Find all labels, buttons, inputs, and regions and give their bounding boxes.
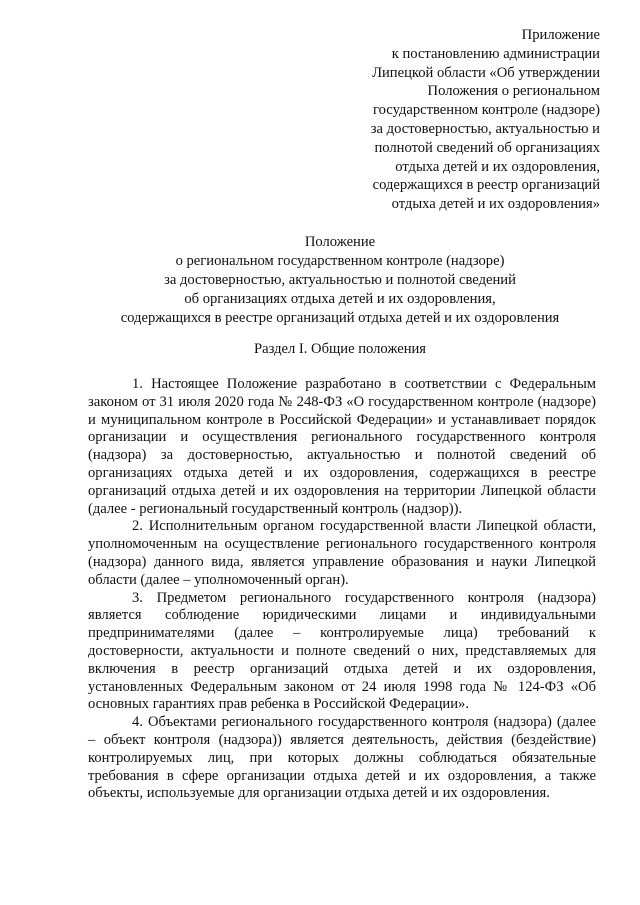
appendix-note [340,26,600,214]
appendix-line: содержащихся в реестр организаций [372,177,600,194]
appendix-line: государственном контроле (надзоре) [373,102,600,119]
document-title [40,233,640,328]
paragraph: 3. Предметом регионального государственного контроля (надзора) является соблюдение юридическими лицами и индивидуальными предпринимателями (далее – контролируемые лица) требований к достоверности, актуальности и полноте сведений о них, представляемых для включения в реестр организаций отдыха детей и их оздоровления, установленных Федеральным законом от 24 июля 1998 года № 124-ФЗ «Об основных гарантиях прав ребенка в Российской Федерации». [88,589,596,713]
title-line: за достоверностью, актуальностью и полнотой сведений [164,271,516,288]
title-line: содержащихся в реестре организаций отдыха детей и их оздоровления [120,309,560,326]
title-line: о региональном государственном контроле (надзоре) [175,252,505,269]
appendix-line: Приложение [521,27,600,43]
title-line: Положение [304,234,376,250]
paragraph: 2. Исполнительным органом государственной власти Липецкой области, уполномоченным на осуществление регионального государственного контроля (надзора) данного вида, является управление образования и науки Липецкой области (далее – уполномоченный орган). [88,518,596,588]
appendix-line: Положения о региональном [427,83,600,100]
appendix-line: полнотой сведений об организациях [374,139,600,156]
document-body [88,376,596,803]
section-heading: Раздел I. Общие положения [253,341,427,357]
title-line: об организациях отдыха детей и их оздоровления, [184,290,496,307]
appendix-line: отдыха детей и их оздоровления» [391,196,600,213]
appendix-line: за достоверностью, актуальностью и [370,120,600,137]
appendix-line: к постановлению администрации [391,45,600,62]
appendix-line: отдыха детей и их оздоровления, [395,158,600,175]
paragraph: 4. Объектами регионального государственного контроля (надзора) (далее – объект контроля (надзора)) является деятельность, действия (бездействие) контролируемых лиц, при которых должны соблюдаться обязательные требования в сфере организации отдыха детей и их оздоровления, а также объекты, используемые для организации отдыха детей и их оздоровления. [88,714,596,802]
appendix-line: Липецкой области «Об утверждении [372,64,600,81]
paragraph: 1. Настоящее Положение разработано в соответствии с Федеральным законом от 31 июля 2020 года № 248-ФЗ «О государственном контроле (надзоре) и муниципальном контроле в Российской Федерации» и устанавливает порядок организации и осуществления регионального государственного контроля (надзора) за достоверностью, актуальностью и полнотой сведений об организациях отдыха детей и их оздоровления, содержащихся в реестре организаций отдыха детей и их оздоровления на территории Липецкой области (далее - региональный государственный контроль (надзор)). [88,376,596,517]
